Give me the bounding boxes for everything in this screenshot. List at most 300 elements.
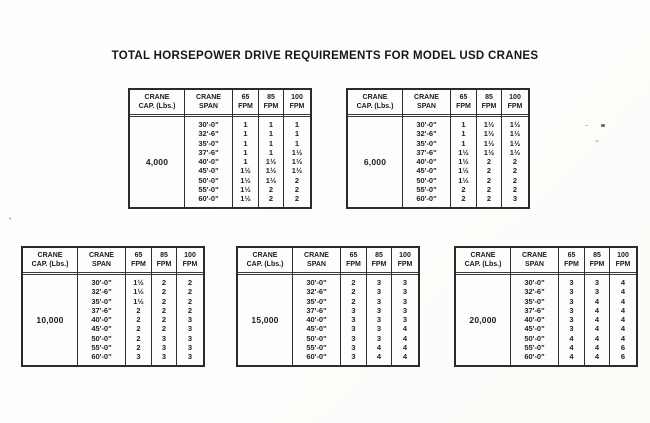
span-cell: 50'-0" (91, 333, 112, 343)
column-85-fpm (258, 90, 283, 207)
header-line: 65 (241, 94, 250, 101)
hp-cell: 2 (294, 185, 300, 195)
span-cell: 35'-0" (198, 138, 219, 148)
header-line: CRANE (414, 94, 439, 101)
header-line: 100 (509, 94, 521, 101)
span-cell: 30'-0" (91, 278, 112, 287)
header-line: CAP. (Lbs.) (464, 260, 502, 268)
page-title: TOTAL HORSEPOWER DRIVE REQUIREMENTS FOR MODEL USD CRANES (111, 50, 539, 62)
hp-cell: 1 (243, 147, 248, 157)
header-line: 65 (567, 252, 576, 259)
header-100-fpm (177, 248, 203, 275)
hp-cell: 1½ (458, 166, 469, 176)
hp-cell: 3 (187, 324, 193, 334)
header-85-fpm (367, 248, 391, 275)
header-100-fpm (610, 248, 636, 275)
header-line: SPAN (307, 260, 326, 268)
hp-cell: 4 (594, 305, 600, 315)
column-65-fpm (558, 248, 584, 365)
hp-cell: 1½ (240, 166, 251, 176)
hp-cell: 1½ (458, 157, 469, 167)
hp-cell: 1 (243, 157, 248, 167)
hp-cell: 4 (569, 352, 574, 362)
hp-cell: 3 (187, 352, 193, 362)
header-line: 85 (160, 252, 168, 259)
hp-cell: 1½ (458, 175, 469, 185)
hp-cell: 2 (512, 157, 518, 167)
hp-cell: 1½ (483, 129, 495, 139)
hp-cell: 1 (461, 138, 466, 148)
header-crane-cap (348, 90, 402, 117)
header-line: CRANE (37, 252, 63, 259)
column-100-fpm (609, 248, 636, 365)
column-body-crane-span (78, 275, 125, 365)
hp-cell: 4 (594, 315, 600, 325)
column-body-85-fpm (152, 275, 176, 365)
span-cell: 35'-0" (91, 296, 112, 306)
capacity-body (456, 275, 510, 365)
header-line: 65 (349, 252, 358, 259)
hp-cell: 1 (294, 120, 300, 129)
column-crane-span (402, 90, 450, 207)
column-crane-span (510, 248, 558, 365)
hp-cell: 4 (620, 287, 626, 297)
hp-cell: 2 (486, 185, 492, 195)
span-cell: 55'-0" (198, 185, 219, 195)
span-cell: 40'-0" (524, 315, 545, 325)
hp-cell: 4 (402, 343, 408, 353)
column-body-85-fpm (477, 117, 501, 207)
column-body-65-fpm (451, 117, 476, 207)
capacity-value: 4,000 (145, 156, 169, 167)
hp-cell: 1½ (291, 157, 303, 167)
header-line: FPM (397, 260, 413, 268)
column-body-85-fpm (585, 275, 609, 365)
column-85-fpm (151, 248, 176, 365)
hp-cell: 3 (351, 324, 356, 334)
header-line: CRANE (522, 252, 547, 259)
span-cell: 30'-0" (306, 278, 327, 287)
hp-cell: 1½ (265, 175, 277, 185)
capacity-body (238, 275, 292, 365)
hp-cell: 1 (268, 147, 274, 157)
column-crane-cap (23, 248, 77, 365)
span-cell: 35'-0" (306, 296, 327, 306)
hp-cell: 2 (461, 194, 466, 204)
header-line: CRANE (304, 252, 329, 259)
hp-table-15000 (236, 246, 420, 367)
header-line: FPM (289, 102, 305, 110)
column-body-100-fpm (610, 275, 636, 365)
hp-cell: 3 (376, 287, 382, 297)
header-100-fpm (392, 248, 418, 275)
hp-cell: 2 (351, 296, 356, 306)
hp-cell: 4 (620, 278, 626, 287)
header-crane-cap (456, 248, 510, 275)
column-body-crane-span (403, 117, 450, 207)
header-crane-span (185, 90, 232, 117)
header-line: CAP. (Lbs.) (138, 102, 176, 110)
hp-table-20000 (454, 246, 638, 367)
span-cell: 32'-6" (306, 287, 327, 297)
hp-cell: 3 (569, 305, 574, 315)
hp-cell: 2 (486, 175, 492, 185)
hp-cell: 4 (402, 333, 408, 343)
header-line: CAP. (Lbs.) (246, 260, 284, 268)
column-crane-cap (238, 248, 292, 365)
header-line: 100 (184, 252, 196, 259)
hp-cell: 4 (620, 296, 626, 306)
column-crane-span (292, 248, 340, 365)
hp-table-10000 (21, 246, 205, 367)
hp-cell: 3 (402, 278, 408, 287)
header-line: 85 (375, 252, 383, 259)
header-line: FPM (507, 102, 523, 110)
hp-cell: 3 (402, 287, 408, 297)
hp-cell: 3 (402, 315, 408, 325)
hp-cell: 3 (187, 333, 193, 343)
hp-cell: 3 (569, 324, 574, 334)
header-line: FPM (156, 260, 172, 268)
hp-cell: 4 (594, 352, 600, 362)
column-100-fpm (501, 90, 528, 207)
hp-table-4000 (128, 88, 312, 209)
span-cell: 30'-0" (416, 120, 437, 129)
hp-cell: 1 (268, 129, 274, 139)
span-cell: 32'-6" (416, 129, 437, 139)
header-line: CRANE (196, 94, 221, 101)
hp-cell: 1½ (265, 166, 277, 176)
hp-cell: 2 (486, 157, 492, 167)
hp-cell: 1½ (265, 157, 277, 167)
capacity-body (348, 117, 402, 207)
hp-cell: 1 (243, 129, 248, 139)
header-line: SPAN (525, 260, 544, 268)
hp-cell: 1 (243, 120, 248, 129)
header-crane-span (403, 90, 450, 117)
hp-cell: 2 (486, 194, 492, 204)
hp-cell: 2 (136, 315, 141, 325)
hp-cell: 3 (161, 352, 167, 362)
hp-cell: 4 (620, 324, 626, 334)
header-85-fpm (259, 90, 283, 117)
hp-cell: 2 (268, 194, 274, 204)
span-cell: 45'-0" (198, 166, 219, 176)
hp-cell: 3 (187, 343, 193, 353)
header-100-fpm (502, 90, 528, 117)
column-65-fpm (340, 248, 366, 365)
hp-cell: 2 (187, 296, 193, 306)
header-line: 65 (459, 94, 468, 101)
hp-cell: 4 (594, 343, 600, 353)
span-cell: 45'-0" (524, 324, 545, 334)
hp-cell: 4 (402, 324, 408, 334)
header-line: CRANE (252, 252, 278, 259)
header-line: FPM (456, 102, 471, 110)
column-body-65-fpm (341, 275, 366, 365)
hp-cell: 4 (620, 333, 626, 343)
span-cell: 45'-0" (306, 324, 327, 334)
hp-cell: 2 (187, 305, 193, 315)
hp-cell: 2 (136, 324, 141, 334)
span-cell: 50'-0" (198, 175, 219, 185)
hp-cell: 2 (161, 305, 167, 315)
hp-cell: 2 (512, 175, 518, 185)
hp-cell: 2 (161, 278, 167, 287)
header-line: 100 (399, 252, 411, 259)
column-85-fpm (476, 90, 501, 207)
capacity-value: 6,000 (363, 156, 387, 167)
hp-cell: 3 (376, 296, 382, 306)
scan-speck (595, 140, 599, 142)
hp-cell: 3 (376, 315, 382, 325)
hp-cell: 3 (351, 352, 356, 362)
header-crane-span (511, 248, 558, 275)
span-cell: 40'-0" (306, 315, 327, 325)
span-cell: 45'-0" (91, 324, 112, 334)
hp-cell: 1½ (458, 147, 469, 157)
hp-cell: 1½ (509, 120, 521, 129)
span-cell: 32'-6" (524, 287, 545, 297)
column-85-fpm (366, 248, 391, 365)
column-65-fpm (232, 90, 258, 207)
column-body-100-fpm (284, 117, 310, 207)
span-cell: 55'-0" (524, 343, 545, 353)
hp-cell: 3 (569, 278, 574, 287)
span-cell: 55'-0" (91, 343, 112, 353)
header-65-fpm (341, 248, 366, 275)
span-cell: 32'-6" (198, 129, 219, 139)
capacity-body (23, 275, 77, 365)
hp-cell: 1½ (240, 194, 251, 204)
column-body-100-fpm (392, 275, 418, 365)
hp-cell: 2 (351, 287, 356, 297)
hp-cell: 2 (161, 287, 167, 297)
column-85-fpm (584, 248, 609, 365)
hp-cell: 3 (376, 278, 382, 287)
span-cell: 40'-0" (91, 315, 112, 325)
header-100-fpm (284, 90, 310, 117)
hp-cell: 3 (402, 296, 408, 306)
header-line: CRANE (470, 252, 496, 259)
hp-cell: 2 (294, 175, 300, 185)
header-line: FPM (589, 260, 605, 268)
hp-cell: 3 (161, 333, 167, 343)
capacity-value: 10,000 (36, 314, 64, 325)
hp-cell: 1 (461, 120, 466, 129)
header-line: CAP. (Lbs.) (356, 102, 394, 110)
column-body-85-fpm (259, 117, 283, 207)
capacity-value: 20,000 (469, 314, 497, 325)
hp-cell: 3 (569, 315, 574, 325)
header-line: 65 (134, 252, 143, 259)
scan-speck (601, 124, 605, 127)
hp-cell: 1½ (240, 175, 251, 185)
header-line: 85 (593, 252, 601, 259)
hp-cell: 4 (402, 352, 408, 362)
hp-cell: 4 (376, 352, 382, 362)
hp-cell: 1½ (291, 166, 303, 176)
header-line: CRANE (362, 94, 388, 101)
header-line: SPAN (417, 102, 436, 110)
span-cell: 50'-0" (524, 333, 545, 343)
header-line: CRANE (144, 94, 170, 101)
header-line: 100 (617, 252, 629, 259)
hp-cell: 4 (594, 296, 600, 306)
column-100-fpm (176, 248, 203, 365)
hp-cell: 3 (512, 194, 518, 204)
column-crane-span (184, 90, 232, 207)
hp-cell: 2 (268, 185, 274, 195)
hp-cell: 1½ (133, 278, 144, 287)
hp-cell: 3 (376, 333, 382, 343)
hp-cell: 3 (569, 287, 574, 297)
header-65-fpm (126, 248, 151, 275)
header-line: 85 (485, 94, 493, 101)
span-cell: 37'-6" (198, 147, 219, 157)
column-body-65-fpm (233, 117, 258, 207)
header-line: 85 (267, 94, 275, 101)
column-crane-cap (456, 248, 510, 365)
span-cell: 40'-0" (198, 157, 219, 167)
header-line: FPM (481, 102, 497, 110)
hp-cell: 2 (187, 287, 193, 297)
hp-cell: 3 (161, 343, 167, 353)
column-body-crane-span (511, 275, 558, 365)
hp-cell: 1½ (291, 147, 303, 157)
hp-cell: 4 (620, 305, 626, 315)
column-body-100-fpm (502, 117, 528, 207)
hp-cell: 2 (161, 315, 167, 325)
hp-cell: 1½ (509, 138, 521, 148)
span-cell: 35'-0" (416, 138, 437, 148)
span-cell: 60'-0" (91, 352, 112, 362)
hp-cell: 3 (402, 305, 408, 315)
span-cell: 37'-6" (524, 305, 545, 315)
column-body-65-fpm (126, 275, 151, 365)
header-85-fpm (477, 90, 501, 117)
hp-cell: 1 (268, 120, 274, 129)
hp-cell: 2 (512, 185, 518, 195)
hp-cell: 3 (351, 343, 356, 353)
header-85-fpm (152, 248, 176, 275)
column-65-fpm (450, 90, 476, 207)
hp-cell: 4 (594, 333, 600, 343)
hp-cell: 1½ (483, 138, 495, 148)
header-line: FPM (263, 102, 279, 110)
header-line: FPM (238, 102, 253, 110)
header-crane-cap (23, 248, 77, 275)
header-line: SPAN (92, 260, 111, 268)
span-cell: 60'-0" (416, 194, 437, 204)
span-cell: 50'-0" (306, 333, 327, 343)
hp-cell: 3 (351, 315, 356, 325)
hp-table-6000 (346, 88, 530, 209)
hp-cell: 1½ (483, 120, 495, 129)
header-65-fpm (233, 90, 258, 117)
header-line: FPM (371, 260, 387, 268)
span-cell: 30'-0" (198, 120, 219, 129)
hp-cell: 2 (486, 166, 492, 176)
hp-cell: 4 (569, 343, 574, 353)
scan-speck (9, 217, 11, 220)
span-cell: 55'-0" (416, 185, 437, 195)
span-cell: 60'-0" (524, 352, 545, 362)
hp-cell: 1½ (133, 287, 144, 297)
header-crane-span (293, 248, 340, 275)
column-65-fpm (125, 248, 151, 365)
hp-cell: 1½ (509, 147, 521, 157)
header-65-fpm (451, 90, 476, 117)
header-line: FPM (564, 260, 579, 268)
hp-cell: 1 (461, 129, 466, 139)
column-body-crane-span (185, 117, 232, 207)
column-crane-span (77, 248, 125, 365)
span-cell: 55'-0" (306, 343, 327, 353)
header-line: CAP. (Lbs.) (31, 260, 69, 268)
column-crane-cap (130, 90, 184, 207)
hp-cell: 1 (268, 138, 274, 148)
column-body-65-fpm (559, 275, 584, 365)
hp-cell: 1½ (509, 129, 521, 139)
hp-cell: 3 (376, 305, 382, 315)
hp-cell: 2 (187, 278, 193, 287)
header-crane-span (78, 248, 125, 275)
header-line: FPM (182, 260, 198, 268)
span-cell: 35'-0" (524, 296, 545, 306)
hp-cell: 1½ (483, 147, 495, 157)
span-cell: 37'-6" (416, 147, 437, 157)
column-body-100-fpm (177, 275, 203, 365)
column-body-85-fpm (367, 275, 391, 365)
hp-cell: 1 (243, 138, 248, 148)
header-line: FPM (131, 260, 146, 268)
header-line: FPM (346, 260, 361, 268)
hp-cell: 2 (512, 166, 518, 176)
hp-cell: 1 (294, 138, 300, 148)
column-crane-cap (348, 90, 402, 207)
header-crane-cap (238, 248, 292, 275)
span-cell: 37'-6" (306, 305, 327, 315)
span-cell: 37'-6" (91, 305, 112, 315)
hp-cell: 3 (376, 324, 382, 334)
span-cell: 40'-0" (416, 157, 437, 167)
hp-cell: 1½ (240, 185, 251, 195)
scan-speck (585, 125, 588, 126)
hp-cell: 2 (136, 333, 141, 343)
header-line: FPM (615, 260, 631, 268)
column-body-crane-span (293, 275, 340, 365)
span-cell: 45'-0" (416, 166, 437, 176)
hp-cell: 3 (187, 315, 193, 325)
hp-cell: 2 (461, 185, 466, 195)
hp-cell: 6 (620, 352, 626, 362)
capacity-value: 15,000 (251, 314, 279, 325)
header-65-fpm (559, 248, 584, 275)
hp-cell: 2 (351, 278, 356, 287)
span-cell: 60'-0" (306, 352, 327, 362)
hp-cell: 4 (376, 343, 382, 353)
span-cell: 30'-0" (524, 278, 545, 287)
hp-cell: 3 (351, 305, 356, 315)
hp-cell: 3 (569, 296, 574, 306)
hp-cell: 4 (594, 324, 600, 334)
header-crane-cap (130, 90, 184, 117)
hp-cell: 3 (136, 352, 141, 362)
hp-cell: 2 (161, 324, 167, 334)
hp-cell: 4 (620, 315, 626, 325)
hp-cell: 2 (161, 296, 167, 306)
